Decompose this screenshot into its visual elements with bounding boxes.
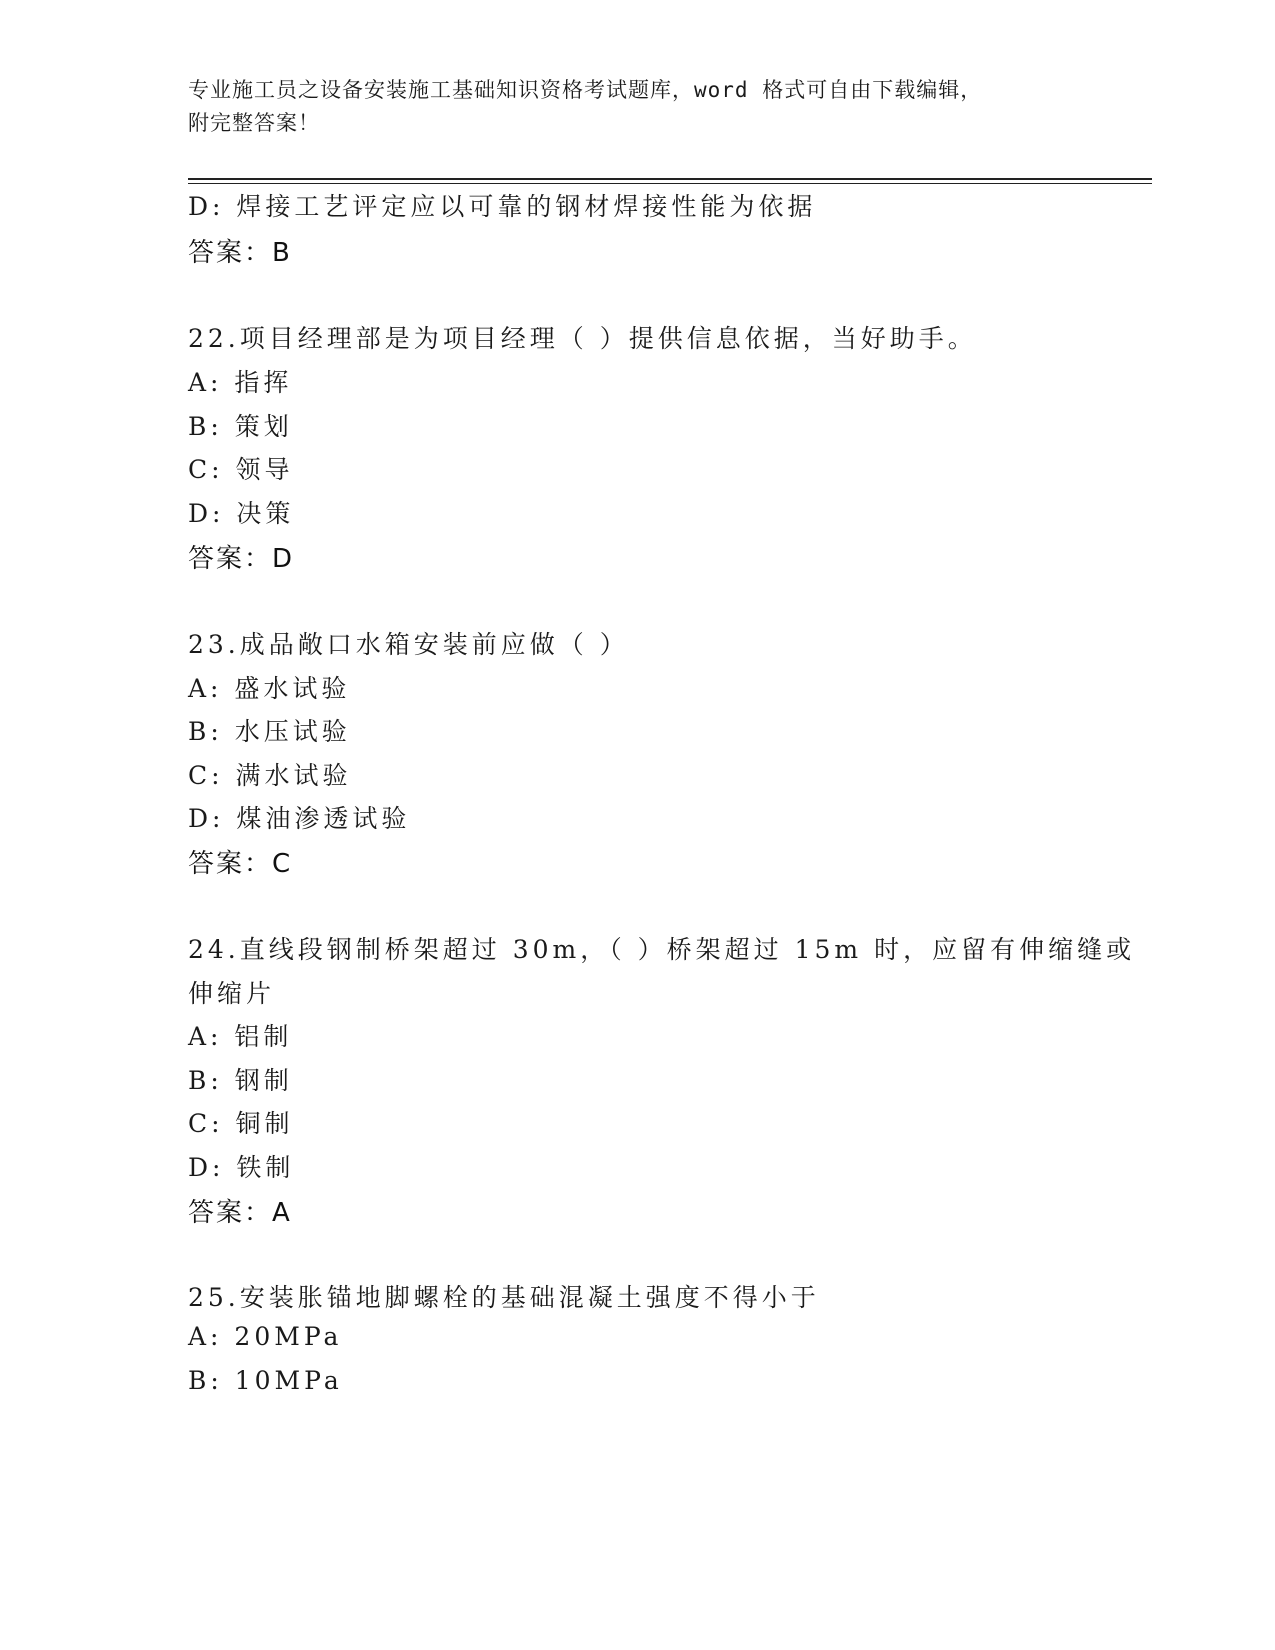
document-header [188, 74, 1068, 140]
q23-option-b: B: 水压试验 [188, 717, 351, 746]
q22-option-b: B: 策划 [188, 412, 293, 441]
header-divider-thin [188, 183, 1152, 184]
q24-stem-line-2: 伸缩片 [188, 979, 276, 1008]
header-line-1: 专业施工员之设备安装施工基础知识资格考试题库，word 格式可自由下载编辑， [188, 78, 983, 102]
q23-option-c: C: 满水试验 [188, 761, 352, 790]
q24-stem-line-1: 24.直线段钢制桥架超过 30m，（ ）桥架超过 15m 时，应留有伸缩缝或 [188, 935, 1136, 964]
q22-answer: 答案：D [188, 544, 295, 574]
q21-option-d: D: 焊接工艺评定应以可靠的钢材焊接性能为依据 [188, 192, 817, 221]
q21-answer: 答案：B [188, 238, 292, 268]
q24-option-b: B: 钢制 [188, 1066, 293, 1095]
q25-option-a: A: 20MPa [188, 1322, 343, 1351]
q23-stem: 23.成品敞口水箱安装前应做（ ） [188, 630, 629, 659]
header-divider-thick [188, 178, 1152, 180]
q23-answer: 答案：C [188, 849, 293, 879]
q24-answer: 答案：A [188, 1198, 292, 1228]
q22-option-a: A: 指挥 [188, 368, 293, 397]
q22-option-c: C: 领导 [188, 455, 294, 484]
q25-stem: 25.安装胀锚地脚螺栓的基础混凝土强度不得小于 [188, 1283, 820, 1312]
q22-option-d: D: 决策 [188, 499, 295, 528]
q24-option-a: A: 铝制 [188, 1022, 293, 1051]
q22-stem: 22.项目经理部是为项目经理（ ）提供信息依据，当好助手。 [188, 324, 977, 353]
q23-option-a: A: 盛水试验 [188, 674, 351, 703]
header-line-2: 附完整答案！ [188, 111, 320, 135]
q23-option-d: D: 煤油渗透试验 [188, 804, 411, 833]
q24-option-d: D: 铁制 [188, 1153, 295, 1182]
q25-option-b: B: 10MPa [188, 1366, 343, 1395]
q24-option-c: C: 铜制 [188, 1109, 294, 1138]
